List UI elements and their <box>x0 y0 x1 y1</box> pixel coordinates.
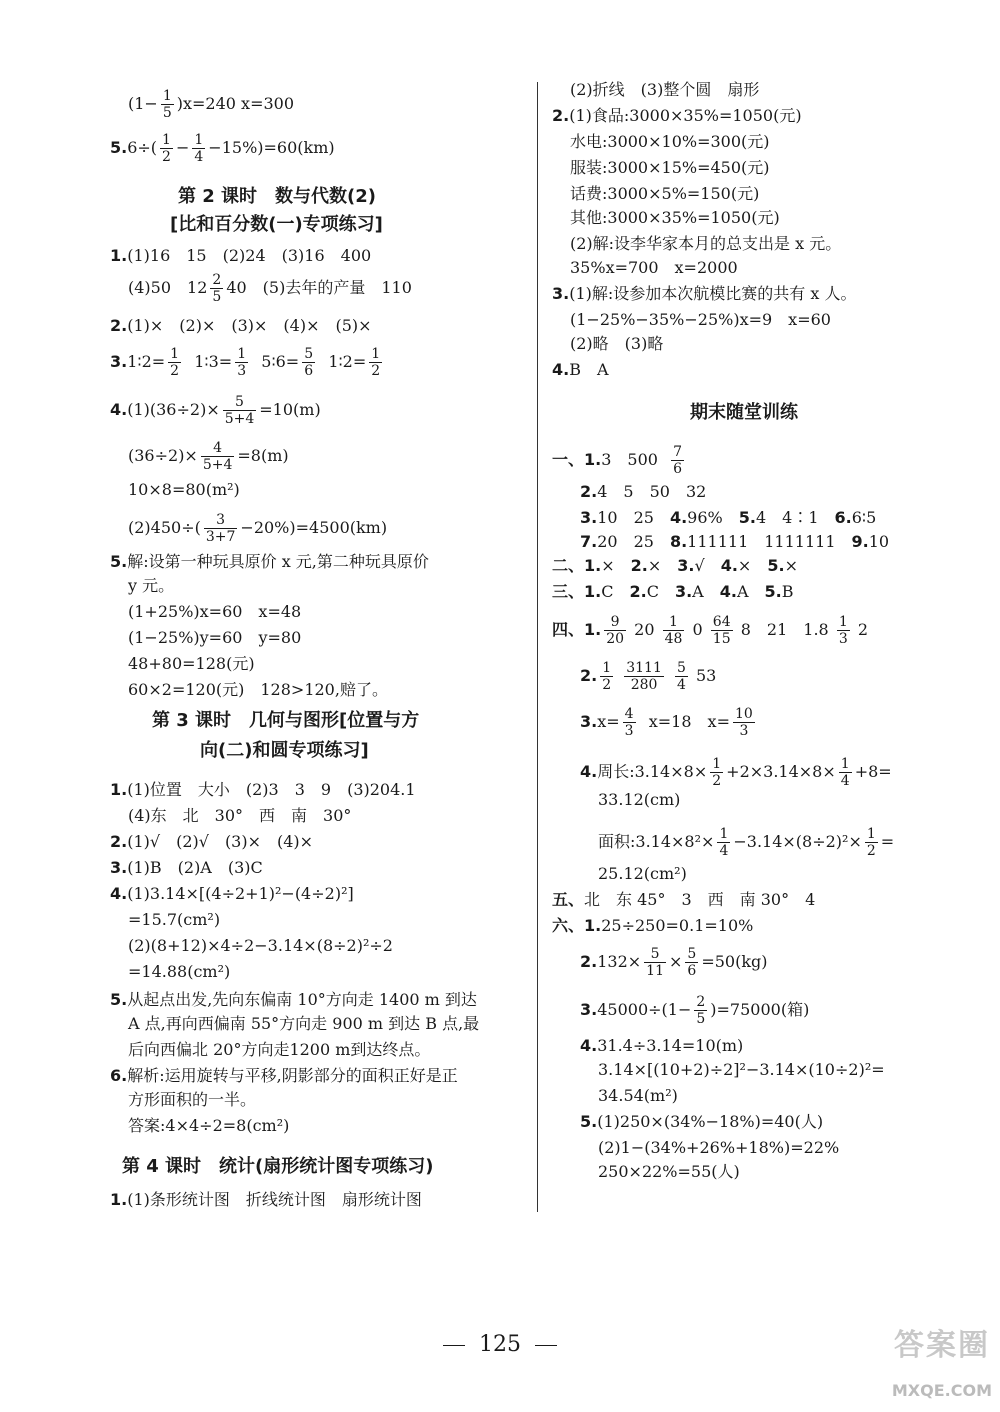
answer-q1a: 1.(1)16 15 (2)24 (3)16 400 <box>110 246 372 265</box>
page-number-dash-right <box>535 1345 557 1346</box>
answer-b14: 五、北 东 45° 3 西 南 30° 4 <box>552 890 816 909</box>
answer-r6c: 答案:4×4÷2=8(cm²) <box>128 1116 290 1135</box>
line-l1: (1− $\frac{1}{5}$ )x=240 x=300 <box>128 88 295 121</box>
section-heading-final: 期末随堂训练 <box>690 402 798 423</box>
answer-b20: 34.54(m²) <box>598 1086 678 1105</box>
page-number-dash-left <box>443 1345 465 1346</box>
answer-q3: 3.1∶2= $\frac{1}{2}$ 1∶3= $\frac{1}{3}$ 5∶6= $\frac{5}{6}$ 1∶2= $\frac{1}{2}$ <box>110 346 381 379</box>
answer-a9: 3.(1)解:设参加本次航模比赛的共有 x 人。 <box>552 284 857 303</box>
answer-s1: 1.(1)条形统计图 折线统计图 扇形统计图 <box>110 1190 422 1209</box>
answer-r4b: =15.7(cm²) <box>128 910 221 929</box>
answer-b5: 二、1.× 2.× 3.√ 4.× 5.× <box>552 556 798 575</box>
section-heading-lesson4: 第 4 课时 统计(扇形统计图专项练习) <box>122 1156 434 1177</box>
answer-q5c: (1+25%)x=60 x=48 <box>128 602 302 621</box>
answer-b4: 7.20 25 8.111111 1111111 9.10 <box>580 532 890 551</box>
answer-a7: (2)解:设李华家本月的总支出是 x 元。 <box>570 234 842 253</box>
answer-b17: 3.45000÷(1− $\frac{2}{5}$ )=75000(箱) <box>580 994 810 1027</box>
section-heading-lesson2: 第 2 课时 数与代数(2) <box>178 186 377 207</box>
column-divider <box>537 82 538 1212</box>
answer-q4a: 4.(1)(36÷2)× $\frac{5}{5+4}$ =10(m) <box>110 394 321 427</box>
answer-r4d: =14.88(cm²) <box>128 962 231 981</box>
section-heading-lesson3-sub: 向(二)和圆专项练习] <box>200 740 369 761</box>
answer-a4: 服装:3000×15%=450(元) <box>570 158 770 177</box>
answer-q5f: 60×2=120(元) 128>120,赔了。 <box>128 680 388 699</box>
answer-b1: 一、1.3 500 $\frac{7}{6}$ <box>552 444 683 477</box>
answer-b6: 三、1.C 2.C 3.A 4.A 5.B <box>552 582 794 601</box>
section-heading-lesson2-sub: [比和百分数(一)专项练习] <box>170 214 383 235</box>
watermark-logo: 答案圈 <box>894 1328 990 1363</box>
watermark <box>870 1320 996 1406</box>
answer-b11: 33.12(cm) <box>598 790 681 809</box>
answer-a12: 4.B A <box>552 360 609 379</box>
section-heading-lesson3: 第 3 课时 几何与图形[位置与方 <box>152 710 420 731</box>
answer-a2: 2.(1)食品:3000×35%=1050(元) <box>552 106 802 125</box>
answer-b10: 4.周长:3.14×8× $\frac{1}{2}$ +2×3.14×8× $\frac{1}{4}$ +8= <box>580 756 892 789</box>
line-l2: 5.6÷( $\frac{1}{2}$ − $\frac{1}{4}$ −15%)=60(km) <box>110 132 335 165</box>
answer-a11: (2)略 (3)略 <box>570 334 664 353</box>
answer-q2: 2.(1)× (2)× (3)× (4)× (5)× <box>110 316 372 335</box>
answer-q4d: (2)450÷( $\frac{3}{3+7}$ −20%)=4500(km) <box>128 512 388 545</box>
watermark-site: MXQE.COM <box>891 1381 992 1400</box>
answer-a10: (1−25%−35%−25%)x=9 x=60 <box>570 310 831 329</box>
answer-r3: 3.(1)B (2)A (3)C <box>110 858 263 877</box>
answer-b8: 2. $\frac{1}{2}$ $\frac{3111}{280}$ $\frac{5}{4}$ 53 <box>580 660 717 693</box>
answer-b16: 2.132× $\frac{5}{11}$ × $\frac{5}{6}$ =50(kg) <box>580 946 768 979</box>
answer-r4a: 4.(1)3.14×[(4÷2+1)²−(4÷2)²] <box>110 884 354 903</box>
answer-q5e: 48+80=128(元) <box>128 654 255 673</box>
answer-q5b: y 元。 <box>128 576 175 595</box>
answer-b12: 面积:3.14×8²× $\frac{1}{4}$ −3.14×(8÷2)²× $\frac{1}{2}$ = <box>598 826 895 859</box>
answer-r1b: (4)东 北 30° 西 南 30° <box>128 806 352 825</box>
answer-r2: 2.(1)√ (2)√ (3)× (4)× <box>110 832 314 851</box>
answer-q4b: (36÷2)× $\frac{4}{5+4}$ =8(m) <box>128 440 289 473</box>
answer-b18: 4.31.4÷3.14=10(m) <box>580 1036 744 1055</box>
page-number: 125 <box>0 1332 1000 1357</box>
answer-a5: 话费:3000×5%=150(元) <box>570 184 760 203</box>
answer-a1: (2)折线 (3)整个圆 扇形 <box>570 80 760 99</box>
answer-b13: 25.12(cm²) <box>598 864 687 883</box>
answer-b23: 250×22%=55(人) <box>598 1162 740 1181</box>
answer-r5b: A 点,再向西偏南 55°方向走 900 m 到达 B 点,最 <box>128 1014 480 1033</box>
answer-q4c: 10×8=80(m²) <box>128 480 240 499</box>
answer-b9: 3.x= $\frac{4}{3}$ x=18 x= $\frac{10}{3}$ <box>580 706 753 739</box>
answer-q5d: (1−25%)y=60 y=80 <box>128 628 302 647</box>
answer-r6a: 6.解析:运用旋转与平移,阴影部分的面积正好是正 <box>110 1066 458 1085</box>
answer-b19: 3.14×[(10+2)÷2]²−3.14×(10÷2)²= <box>598 1060 885 1079</box>
answer-q1b: (4)50 12 $\frac{2}{5}$ 40 (5)去年的产量 110 <box>128 272 412 305</box>
answer-a6: 其他:3000×35%=1050(元) <box>570 208 780 227</box>
answer-b15: 六、1.25÷250=0.1=10% <box>552 916 754 935</box>
answer-r5a: 5.从起点出发,先向东偏南 10°方向走 1400 m 到达 <box>110 990 477 1009</box>
answer-b21: 5.(1)250×(34%−18%)=40(人) <box>580 1112 824 1131</box>
answer-b22: (2)1−(34%+26%+18%)=22% <box>598 1138 840 1157</box>
answer-r5c: 后向西偏北 20°方向走1200 m到达终点。 <box>128 1040 431 1059</box>
answer-r6b: 方形面积的一半。 <box>128 1090 257 1109</box>
answer-b3: 3.10 25 4.96% 5.4 4∶1 6.6∶5 <box>580 508 877 527</box>
answer-b7: 四、1. $\frac{9}{20}$ 20 $\frac{1}{48}$ 0 $\frac{64}{15}$ 8 21 1.8 $\frac{1}{3}$ 2 <box>552 614 869 647</box>
answer-a3: 水电:3000×10%=300(元) <box>570 132 770 151</box>
answer-r1a: 1.(1)位置 大小 (2)3 3 9 (3)204.1 <box>110 780 416 799</box>
answer-r4c: (2)(8+12)×4÷2−3.14×(8÷2)²÷2 <box>128 936 393 955</box>
answer-b2: 2.4 5 50 32 <box>580 482 707 501</box>
answer-q5a: 5.解:设第一种玩具原价 x 元,第二种玩具原价 <box>110 552 429 571</box>
answer-a8: 35%x=700 x=2000 <box>570 258 738 277</box>
